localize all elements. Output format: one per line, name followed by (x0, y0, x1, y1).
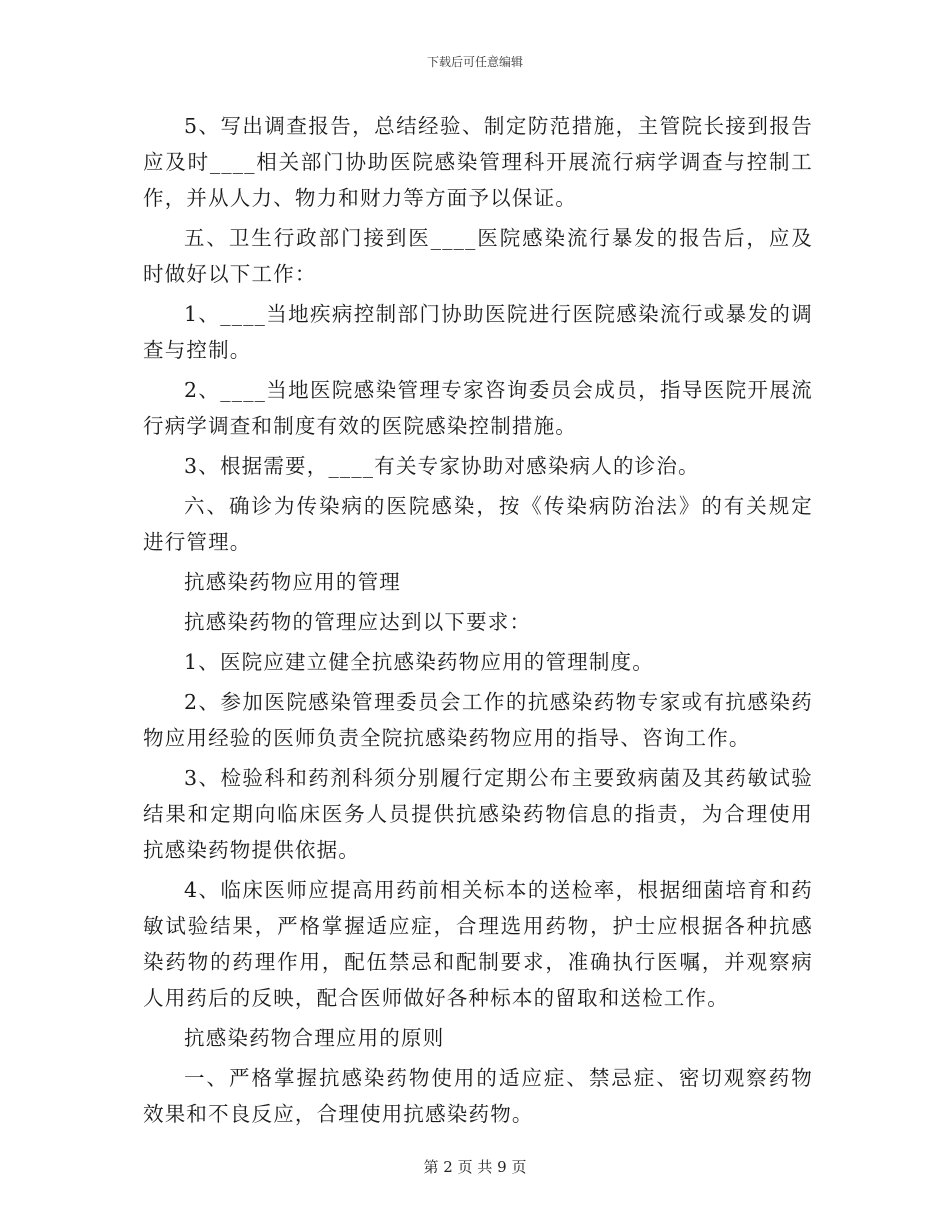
paragraph: 2、参加医院感染管理委员会工作的抗感染药物专家或有抗感染药物应用经验的医师负责全院抗感染药物应用的指导、咨询工作。 (143, 690, 813, 750)
paragraph: 五、卫生行政部门接到医____医院感染流行暴发的报告后，应及时做好以下工作： (143, 226, 813, 286)
section-heading: 抗感染药物应用的管理 (184, 570, 401, 594)
paragraph: 5、写出调查报告，总结经验、制定防范措施，主管院长接到报告应及时____相关部门协助医院感染管理科开展流行病学调查与控制工作，并从人力、物力和财力等方面予以保证。 (143, 114, 813, 210)
paragraph: 一、严格掌握抗感染药物使用的适应症、禁忌症、密切观察药物效果和不良反应，合理使用抗感染药物。 (143, 1066, 813, 1126)
paragraph: 抗感染药物的管理应达到以下要求： (184, 610, 532, 634)
paragraph: 1、____当地疾病控制部门协助医院进行医院感染流行或暴发的调查与控制。 (143, 302, 813, 362)
section-heading: 抗感染药物合理应用的原则 (184, 1026, 445, 1050)
paragraph: 4、临床医师应提高用药前相关标本的送检率，根据细菌培育和药敏试验结果，严格掌握适应症，合理选用药物，护士应根据各种抗感染药物的药理作用，配伍禁忌和配制要求，准确执行医嘱，并观察病人用药后的反映，配合医师做好各种标本的留取和送检工作。 (143, 878, 813, 1010)
page-header: 下载后可任意编辑 (426, 55, 523, 69)
paragraph: 3、检验科和药剂科须分别履行定期公布主要致病菌及其药敏试验结果和定期向临床医务人员提供抗感染药物信息的指责，为合理使用抗感染药物提供依据。 (143, 766, 813, 862)
paragraph: 1、医院应建立健全抗感染药物应用的管理制度。 (184, 650, 654, 674)
document-body (143, 108, 813, 1136)
paragraph: 3、根据需要，____有关专家协助对感染病人的诊治。 (184, 454, 700, 478)
paragraph: 六、确诊为传染病的医院感染，按《传染病防治法》的有关规定进行管理。 (143, 494, 813, 554)
page-footer: 第 2 页 共 9 页 (423, 1158, 527, 1176)
paragraph: 2、____当地医院感染管理专家咨询委员会成员，指导医院开展流行病学调查和制度有效的医院感染控制措施。 (143, 378, 813, 438)
